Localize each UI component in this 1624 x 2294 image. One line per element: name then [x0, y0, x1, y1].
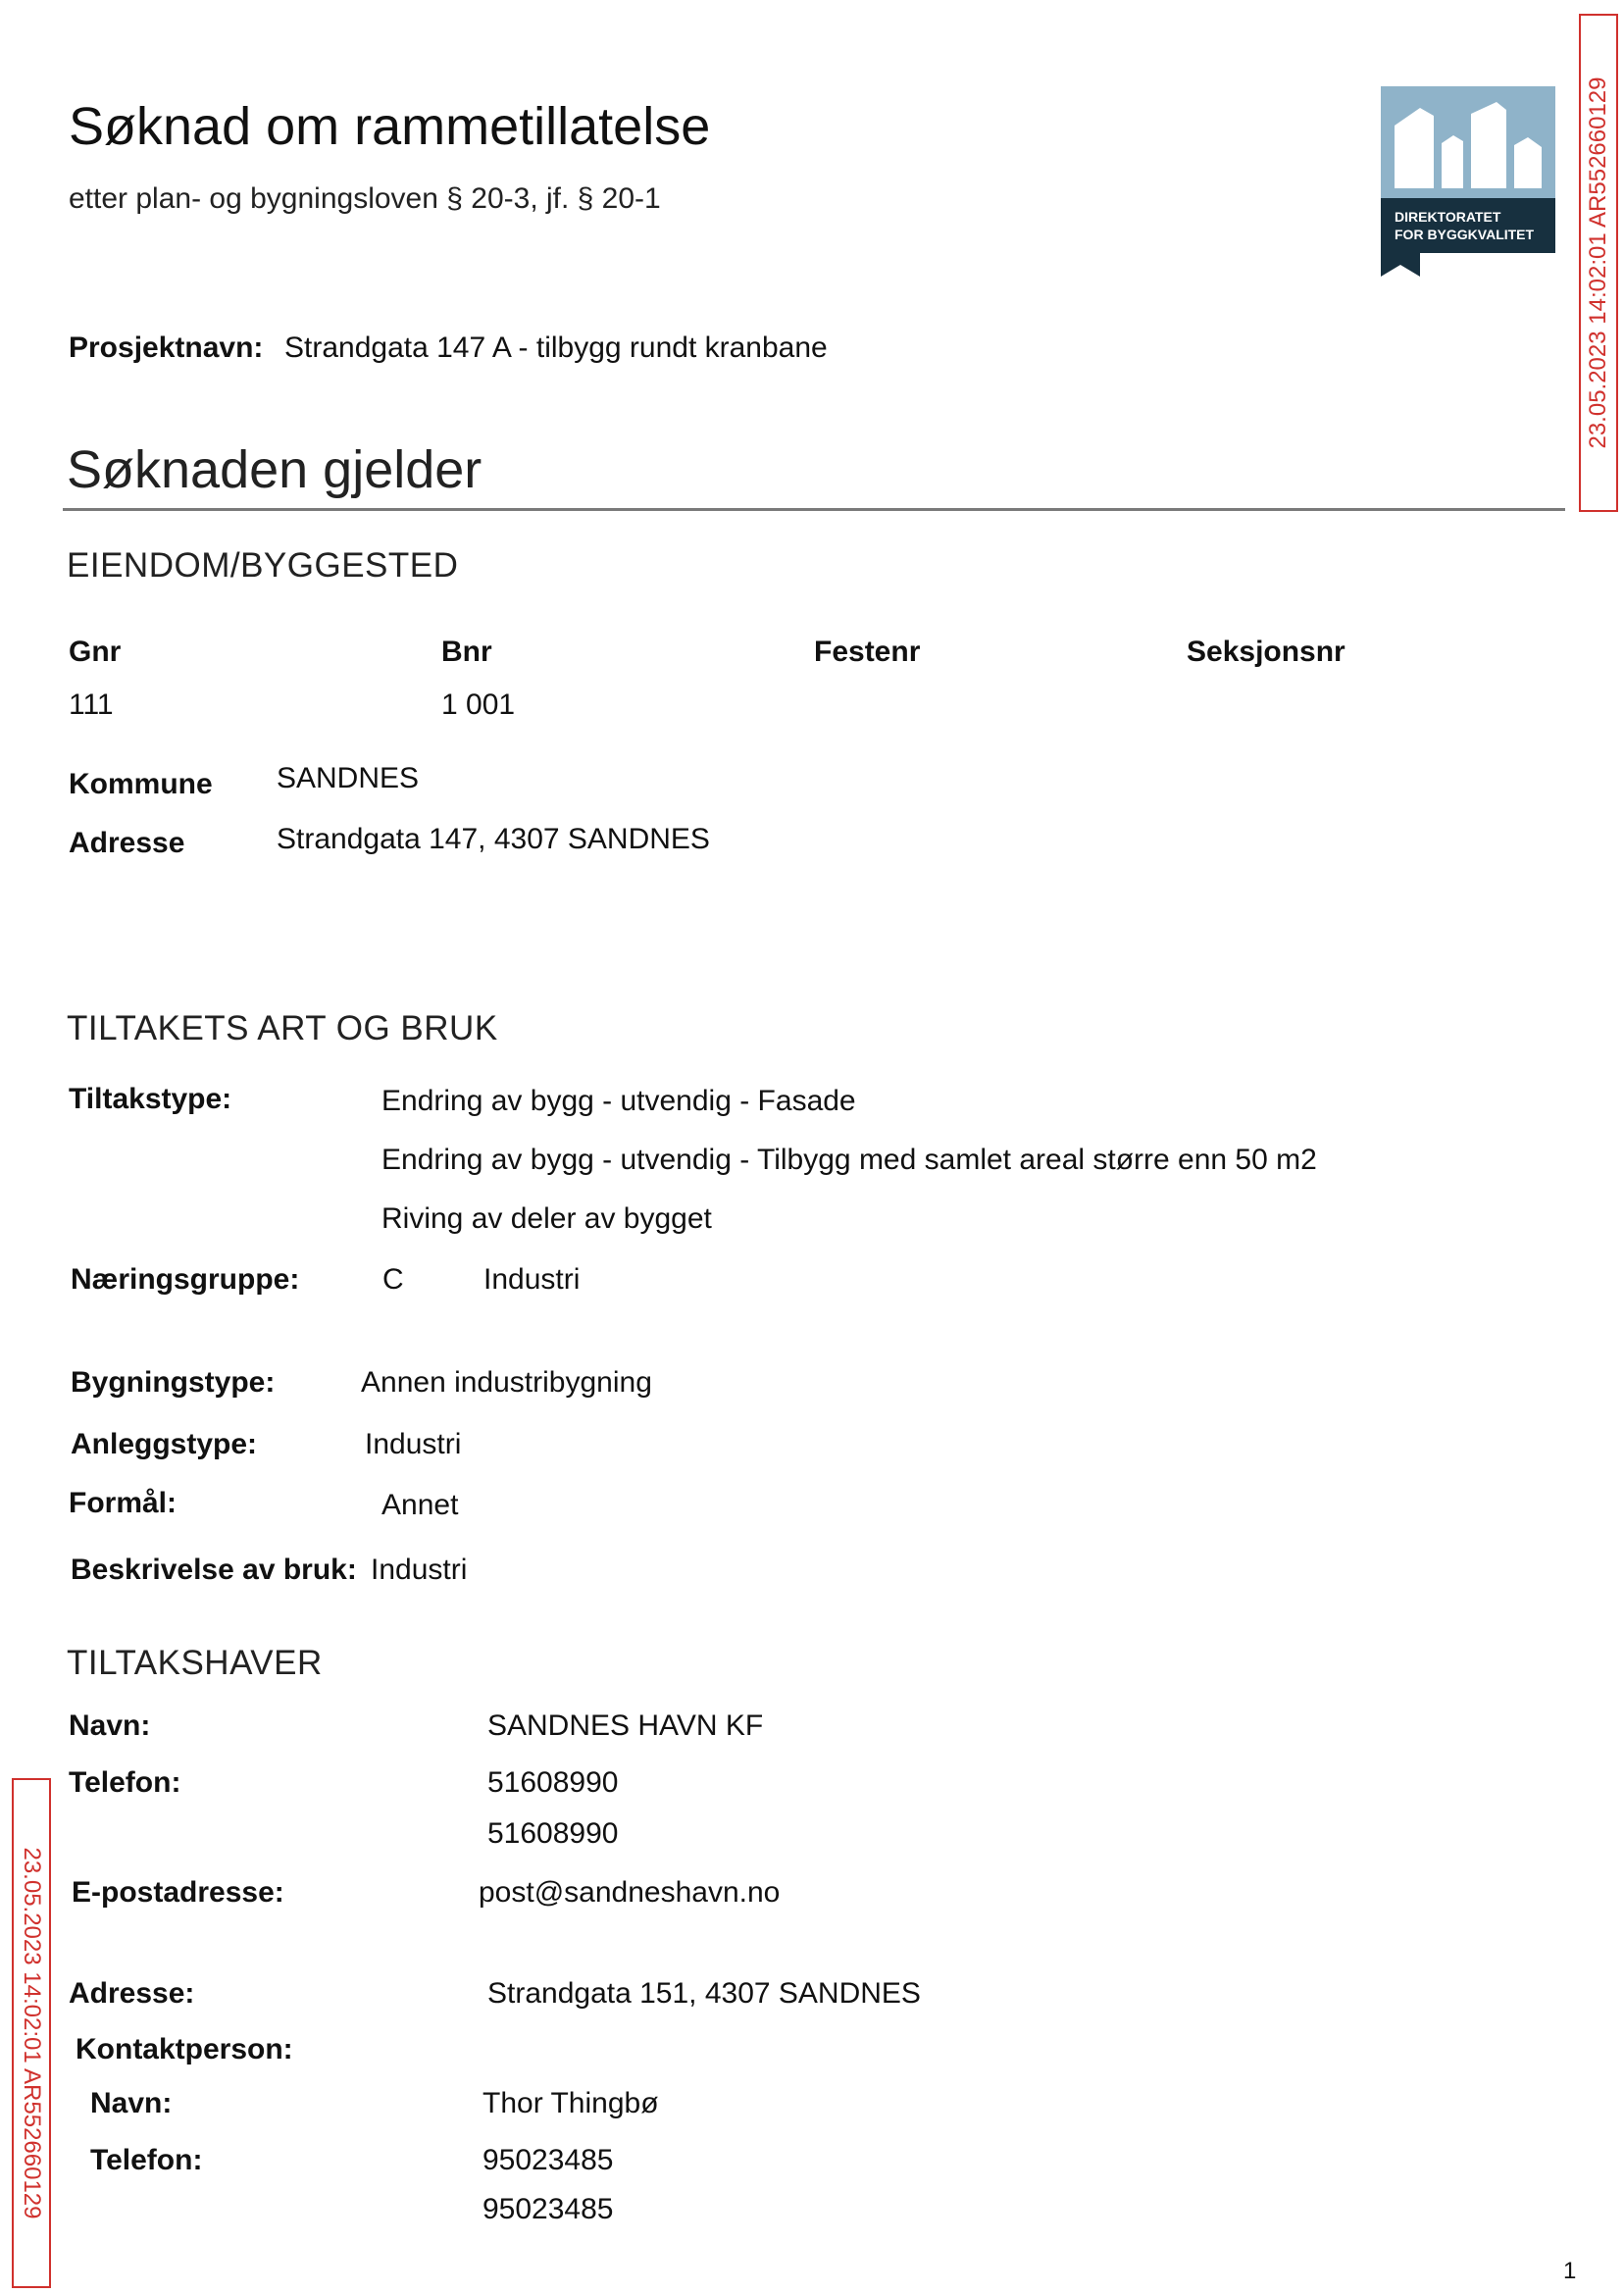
gnr-header: Gnr: [69, 636, 122, 668]
tiltakstype-item: Endring av bygg - utvendig - Fasade: [381, 1085, 856, 1117]
gnr-value: 111: [69, 688, 114, 721]
anleggstype-label: Anleggstype:: [71, 1428, 258, 1460]
owner-adresse-value: Strandgata 151, 4307 SANDNES: [487, 1977, 921, 2010]
naeringsgruppe-code: C: [382, 1263, 404, 1296]
bnr-header: Bnr: [441, 636, 492, 668]
formal-value: Annet: [381, 1489, 459, 1521]
owner-telefon-value: 51608990: [487, 1817, 619, 1850]
bygningstype-label: Bygningstype:: [71, 1366, 276, 1399]
owner-navn-label: Navn:: [69, 1709, 151, 1742]
naeringsgruppe-value: Industri: [483, 1263, 581, 1296]
kommune-label: Kommune: [69, 768, 213, 800]
anleggstype-value: Industri: [365, 1428, 462, 1460]
owner-telefon-value: 51608990: [487, 1766, 619, 1799]
bygningstype-value: Annen industribygning: [361, 1366, 652, 1399]
owner-adresse-label: Adresse:: [69, 1977, 195, 2010]
owner-heading: TILTAKSHAVER: [67, 1644, 323, 1682]
tiltakstype-item: Endring av bygg - utvendig - Tilbygg med samlet areal større enn 50 m2: [381, 1144, 1317, 1176]
festenr-header: Festenr: [814, 636, 921, 668]
document-title: Søknad om rammetillatelse: [69, 97, 711, 156]
owner-epost-value: post@sandneshavn.no: [479, 1876, 781, 1909]
kontakt-telefon-label: Telefon:: [90, 2144, 203, 2176]
logo-text-line2: FOR BYGGKVALITET: [1395, 227, 1535, 242]
measure-heading: TILTAKETS ART OG BRUK: [67, 1009, 498, 1047]
owner-epost-label: E-postadresse:: [72, 1876, 284, 1909]
seksjonsnr-header: Seksjonsnr: [1187, 636, 1345, 668]
kontakt-telefon-value: 95023485: [482, 2193, 614, 2225]
naeringsgruppe-label: Næringsgruppe:: [71, 1263, 300, 1296]
archive-stamp-right: [1579, 14, 1618, 512]
section-divider: [63, 508, 1565, 511]
beskrivelse-label: Beskrivelse av bruk:: [71, 1554, 357, 1586]
kontakt-navn-value: Thor Thingbø: [482, 2087, 659, 2119]
beskrivelse-value: Industri: [371, 1554, 468, 1586]
owner-navn-value: SANDNES HAVN KF: [487, 1709, 764, 1742]
section-title: Søknaden gjelder: [67, 440, 482, 499]
logo-text-line1: DIREKTORATET: [1395, 209, 1501, 225]
property-heading: EIENDOM/BYGGESTED: [67, 546, 459, 585]
bnr-value: 1 001: [441, 688, 516, 721]
kontakt-telefon-value: 95023485: [482, 2144, 614, 2176]
archive-stamp-left-text: 23.05.2023 14:02:01 AR552660129: [19, 1847, 45, 2219]
formal-label: Formål:: [69, 1487, 178, 1519]
tiltakstype-label: Tiltakstype:: [69, 1083, 232, 1115]
page-number: 1: [1563, 2258, 1577, 2284]
document-subtitle: etter plan- og bygningsloven § 20-3, jf. § 20-1: [69, 182, 661, 215]
archive-stamp-right-text: 23.05.2023 14:02:01 AR552660129: [1585, 76, 1611, 449]
owner-telefon-label: Telefon:: [69, 1766, 181, 1799]
adresse-label: Adresse: [69, 827, 185, 859]
dibk-logo: [1381, 86, 1555, 279]
kontaktperson-label: Kontaktperson:: [76, 2033, 293, 2065]
adresse-value: Strandgata 147, 4307 SANDNES: [277, 823, 710, 855]
kontakt-navn-label: Navn:: [90, 2087, 173, 2119]
tiltakstype-item: Riving av deler av bygget: [381, 1202, 712, 1235]
project-name-value: Strandgata 147 A - tilbygg rundt kranbane: [284, 331, 828, 364]
project-name-label: Prosjektnavn:: [69, 331, 264, 364]
archive-stamp-left: [12, 1778, 51, 2288]
kommune-value: SANDNES: [277, 762, 420, 794]
